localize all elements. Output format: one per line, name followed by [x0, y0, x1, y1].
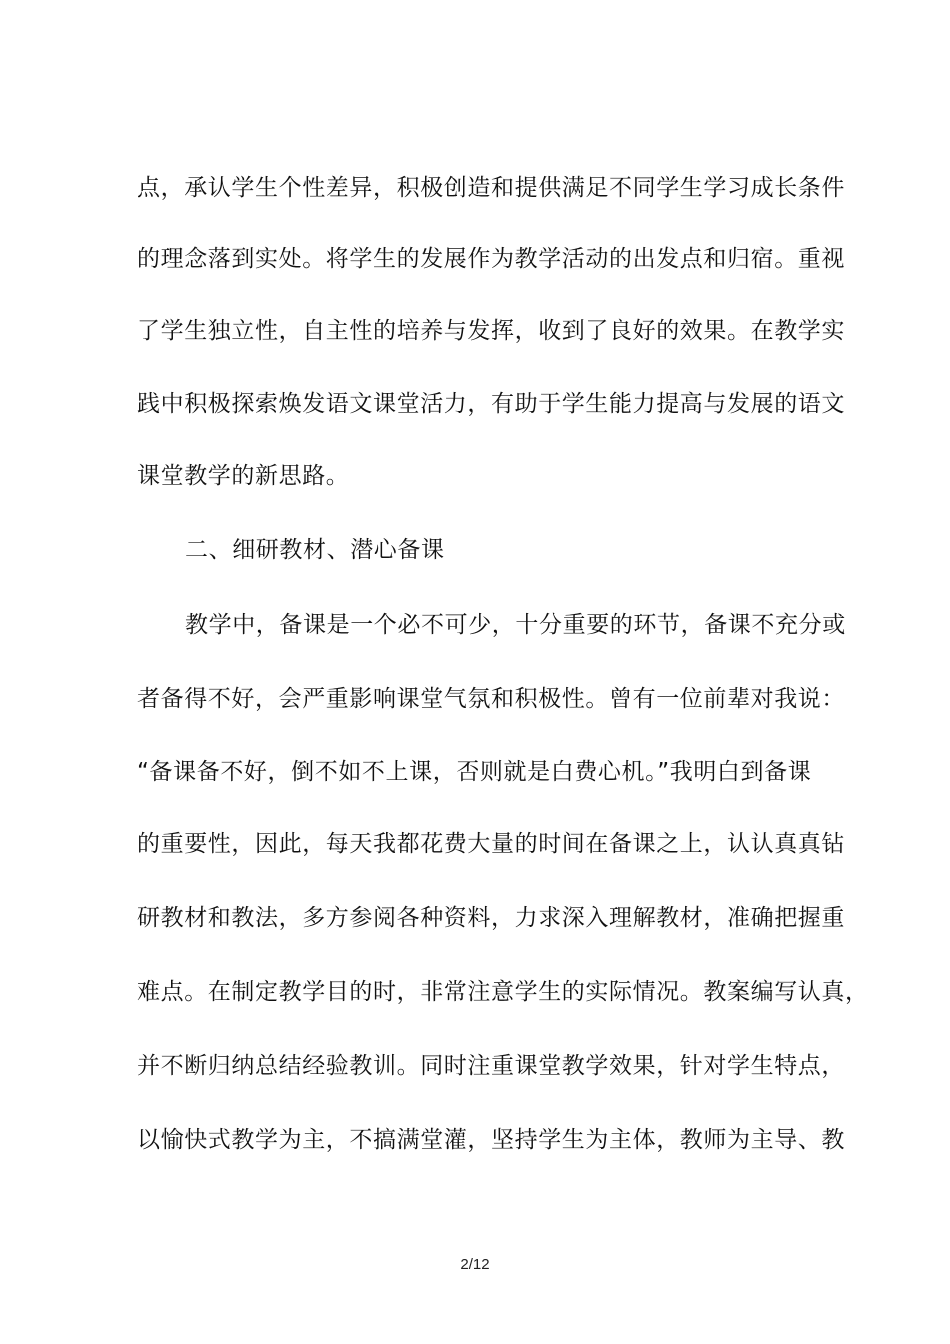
body-text-line: 难点。在制定教学目的时，非常注意学生的实际情况。教案编写认真， — [137, 979, 869, 1005]
body-text-line: 研教材和教法，多方参阅各种资料，力求深入理解教材，准确把握重 — [137, 905, 845, 931]
body-text-line: 的理念落到实处。将学生的发展作为教学活动的出发点和归宿。重视 — [137, 246, 845, 272]
body-text-line: 并不断归纳总结经验教训。同时注重课堂教学效果，针对学生特点， — [137, 1053, 845, 1079]
page-number: 2/12 — [460, 1256, 490, 1273]
body-text-line: 课堂教学的新思路。 — [137, 463, 350, 489]
body-text-line: 教学中，备课是一个必不可少，十分重要的环节，备课不充分或 — [185, 612, 846, 638]
body-text-line: 以愉快式教学为主，不搞满堂灌，坚持学生为主体，教师为主导、教 — [137, 1127, 845, 1153]
section-heading: 二、细研教材、潜心备课 — [185, 537, 445, 563]
body-text-line: 点，承认学生个性差异，积极创造和提供满足不同学生学习成长条件 — [137, 175, 845, 201]
body-text-line: “备课备不好，倒不如不上课，否则就是白费心机。”我明白到备课 — [137, 759, 812, 785]
body-text-line: 了学生独立性，自主性的培养与发挥，收到了良好的效果。在教学实 — [137, 318, 845, 344]
body-text-line: 者备得不好，会严重影响课堂气氛和积极性。曾有一位前辈对我说： — [137, 686, 845, 712]
body-text-line: 践中积极探索焕发语文课堂活力，有助于学生能力提高与发展的语文 — [137, 391, 845, 417]
body-text-line: 的重要性，因此，每天我都花费大量的时间在备课之上，认认真真钻 — [137, 831, 845, 857]
